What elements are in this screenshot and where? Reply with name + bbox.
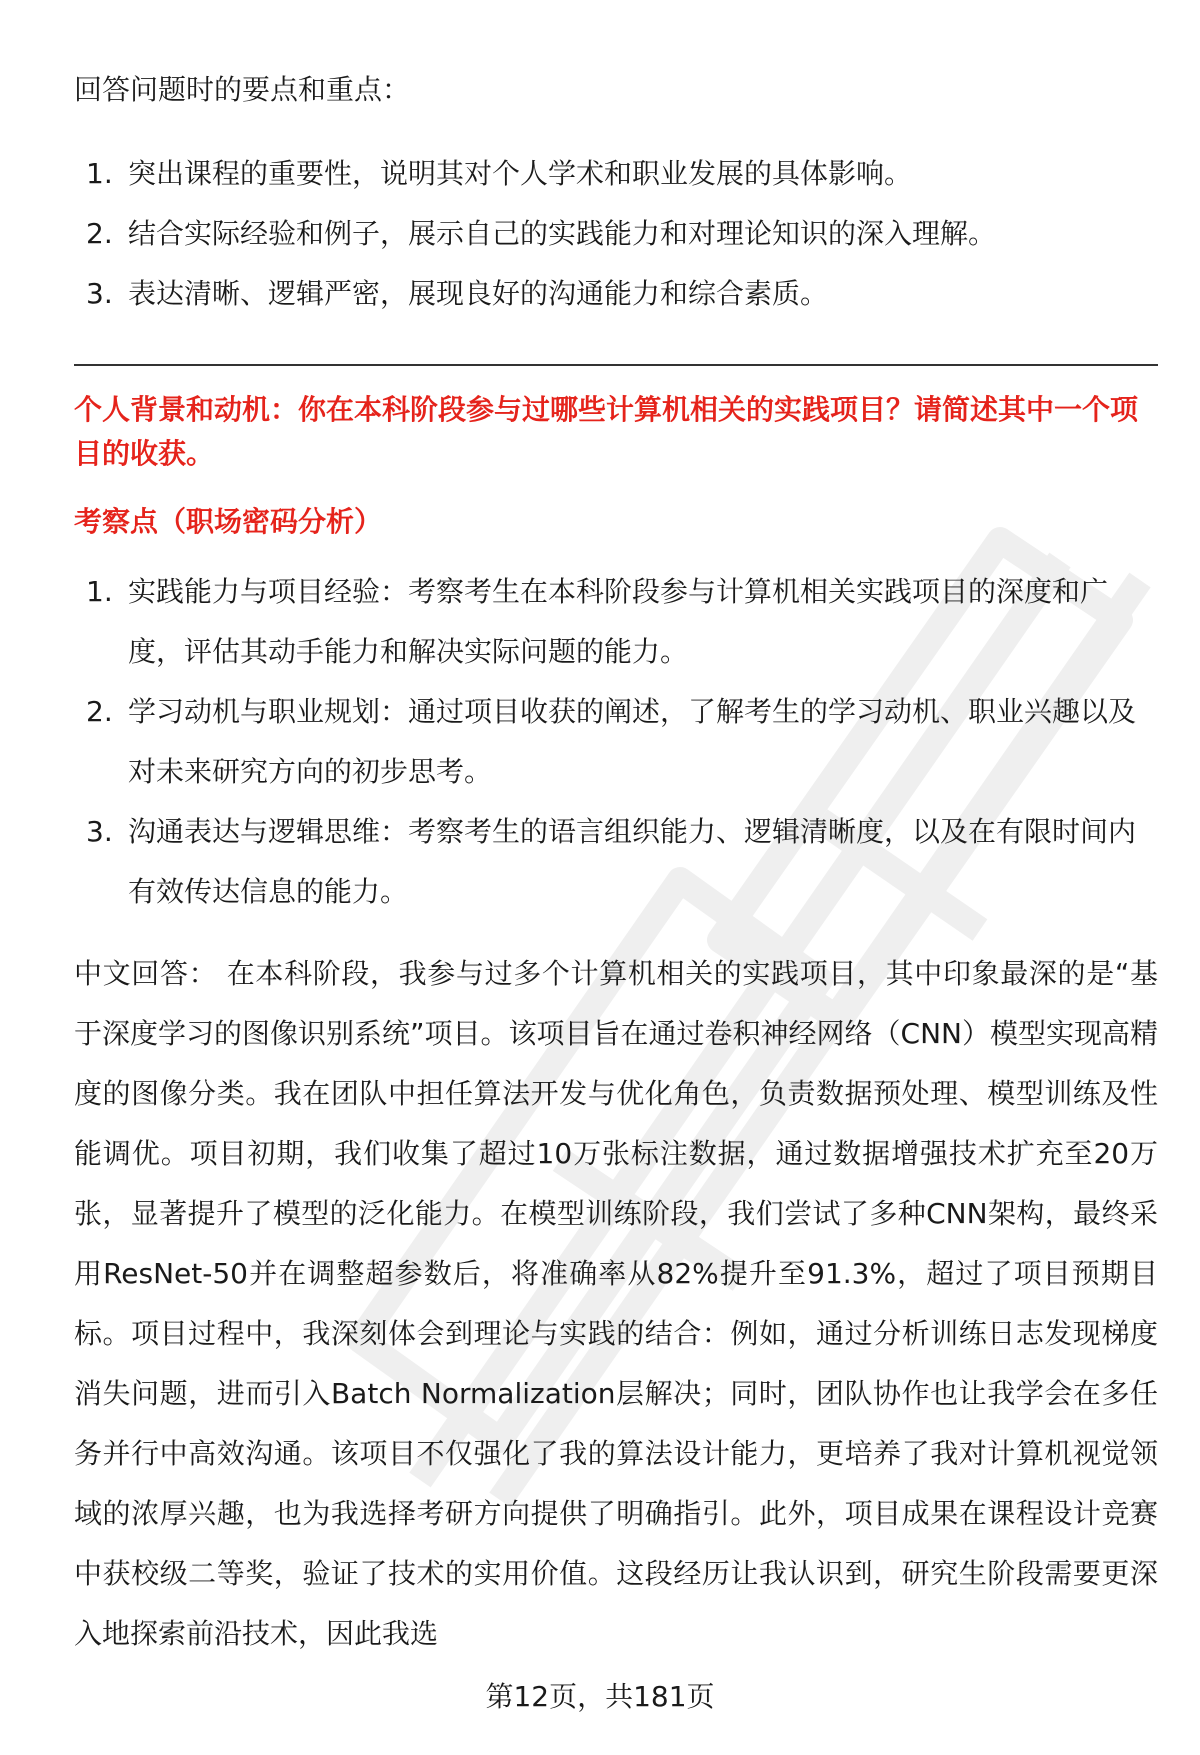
section-divider (74, 364, 1158, 366)
list-number: 1. (86, 157, 113, 190)
list-number: 2. (86, 695, 113, 728)
assessment-heading: 考察点（职场密码分析） (74, 505, 383, 538)
list-number: 3. (86, 815, 113, 848)
list-item-text: 学习动机与职业规划：通过项目收获的阐述，了解考生的学习动机、职业兴趣以及对未来研究方向的初步思考。 (128, 695, 1137, 788)
list-item-text: 沟通表达与逻辑思维：考察考生的语言组织能力、逻辑清晰度，以及在有限时间内有效传达信息的能力。 (128, 815, 1137, 908)
page-number-footer: 第12页，共181页 (485, 1680, 715, 1713)
list-item (74, 204, 1158, 264)
list-item-text: 实践能力与项目经验：考察考生在本科阶段参与计算机相关实践项目的深度和广度，评估其动手能力和解决实际问题的能力。 (128, 575, 1109, 668)
list-number: 1. (86, 575, 113, 608)
intro-text: 回答问题时的要点和重点： (74, 73, 411, 106)
list-item (74, 144, 1158, 204)
list-item (74, 264, 1158, 324)
key-points-list (74, 144, 1158, 324)
list-item (74, 562, 1158, 682)
answer-paragraph: 中文回答： 在本科阶段，我参与过多个计算机相关的实践项目，其中印象最深的是“基于深度学习的图像识别系统”项目。该项目旨在通过卷积神经网络（CNN）模型实现高精度的图像分类。我在团队中担任算法开发与优化角色，负责数据预处理、模型训练及性能调优。项目初期，我们收集了超过10万张标注数据，通过数据增强技术扩充至20万张，显著提升了模型的泛化能力。在模型训练阶段，我们尝试了多种CNN架构，最终采用ResNet-50并在调整超参数后，将准确率从82%提升至91.3%，超过了项目预期目标。项目过程中，我深刻体会到理论与实践的结合：例如，通过分析训练日志发现梯度消失问题，进而引入Batch Normalization层解决；同时，团队协作也让我学会在多任务并行中高效沟通。该项目不仅强化了我的算法设计能力，更培养了我对计算机视觉领域的浓厚兴趣，也为我选择考研方向提供了明确指引。此外，项目成果在课程设计竞赛中获校级二等奖，验证了技术的实用价值。这段经历让我认识到，研究生阶段需要更深入地探索前沿技术，因此我选 (74, 957, 1158, 1650)
list-item (74, 802, 1158, 922)
question-heading: 个人背景和动机：你在本科阶段参与过哪些计算机相关的实践项目？请简述其中一个项目的收获。 (74, 393, 1139, 470)
list-item-text: 结合实际经验和例子，展示自己的实践能力和对理论知识的深入理解。 (128, 217, 997, 250)
list-item-text: 突出课程的重要性，说明其对个人学术和职业发展的具体影响。 (128, 157, 913, 190)
assessment-points-list (74, 562, 1158, 922)
document-page (74, 60, 1158, 1664)
list-number: 2. (86, 217, 113, 250)
list-item-text: 表达清晰、逻辑严密，展现良好的沟通能力和综合素质。 (128, 277, 829, 310)
list-number: 3. (86, 277, 113, 310)
list-item (74, 682, 1158, 802)
